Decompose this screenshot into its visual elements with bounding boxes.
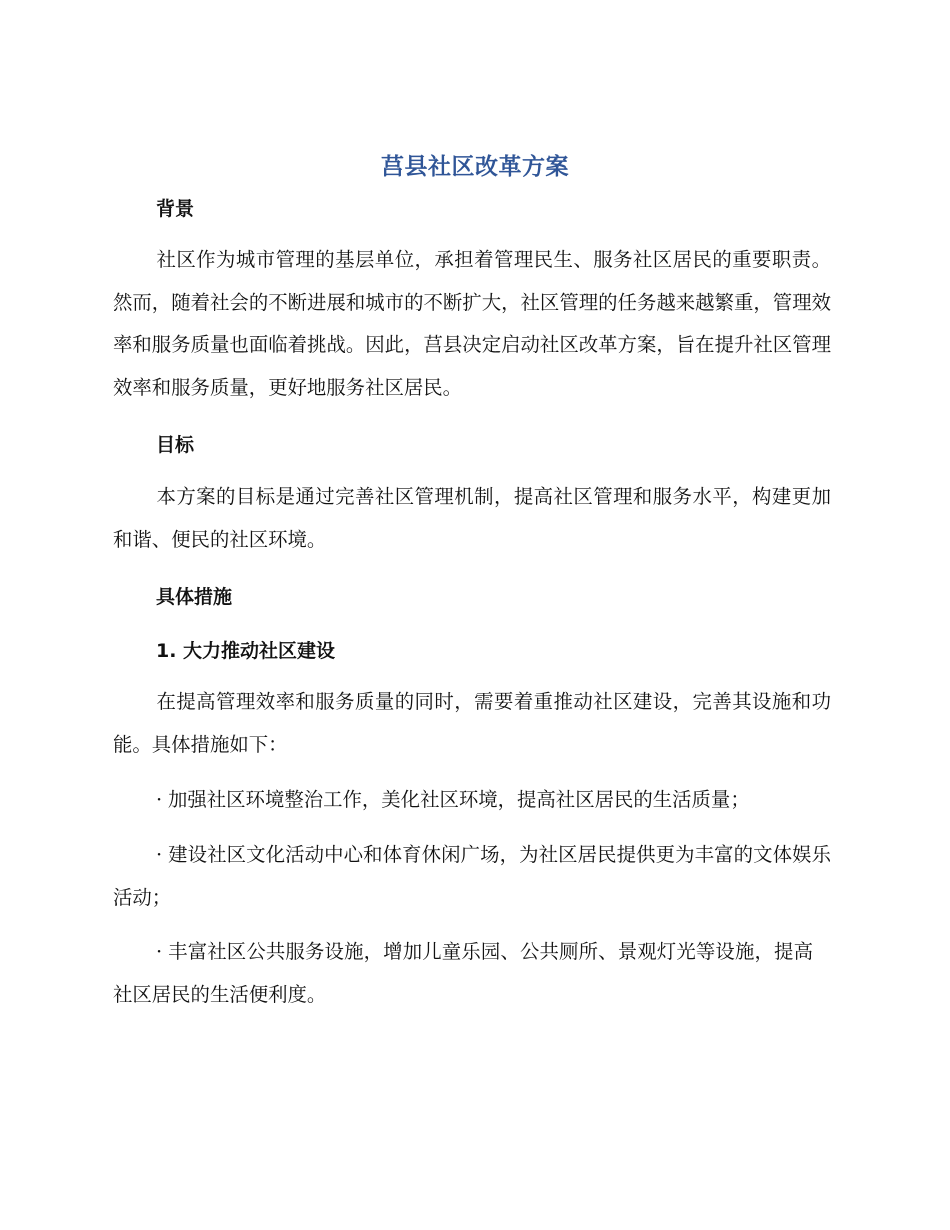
bullet-text: 丰富社区公共服务设施，增加儿童乐园、公共厕所、景观灯光等设施，提高社区居民的生活便利度。 <box>113 940 813 1006</box>
document-title: 莒县社区改革方案 <box>381 154 569 180</box>
bullet-item-3 <box>113 931 813 1016</box>
bullet-text: 加强社区环境整治工作，美化社区环境，提高社区居民的生活质量； <box>168 788 750 811</box>
background-paragraph-text: 社区作为城市管理的基层单位，承担着管理民生、服务社区居民的重要职责。然而，随着社会的不断进展和城市的不断扩大，社区管理的任务越来越繁重，管理效率和服务质量也面临着挑战。因此，莒县决定启动社区改革方案，旨在提升社区管理效率和服务质量，更好地服务社区居民。 <box>113 248 831 399</box>
bullet-item-2 <box>113 834 831 919</box>
goal-paragraph-text: 本方案的目标是通过完善社区管理机制，提高社区管理和服务水平，构建更加和谐、便民的社区环境。 <box>113 485 831 551</box>
bullet-marker: · <box>156 940 163 963</box>
bullet-marker: · <box>156 843 163 866</box>
community-building-paragraph <box>113 681 831 766</box>
bullet-text: 建设社区文化活动中心和体育休闲广场，为社区居民提供更为丰富的文体娱乐活动； <box>113 843 831 909</box>
goal-paragraph <box>113 476 831 561</box>
bullet-item-1 <box>113 779 831 822</box>
background-paragraph <box>113 239 831 409</box>
section-heading-goal: 目标 <box>156 434 195 456</box>
bullet-marker: · <box>156 788 163 811</box>
subsection-heading-community-building: 1. 大力推动社区建设 <box>156 640 336 662</box>
section-heading-background: 背景 <box>156 198 195 220</box>
community-building-paragraph-text: 在提高管理效率和服务质量的同时，需要着重推动社区建设，完善其设施和功能。具体措施如下： <box>113 690 831 756</box>
section-heading-measures: 具体措施 <box>156 586 233 608</box>
